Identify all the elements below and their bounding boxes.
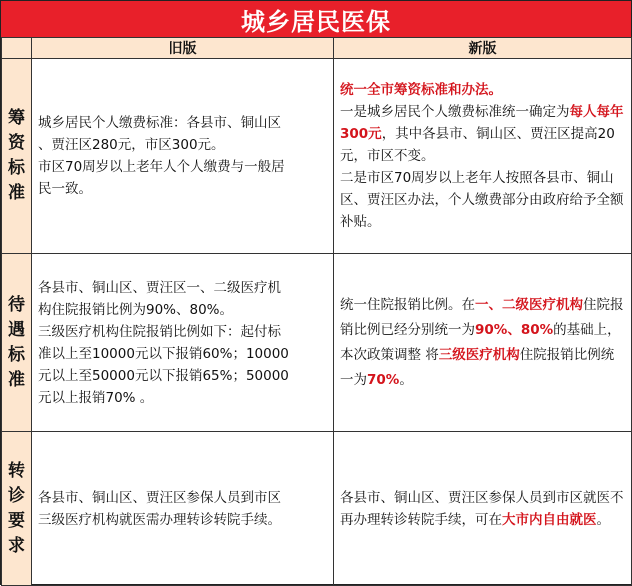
new-text-span: 各县市、铜山区、贾汪区参保人员到市区就医不再办理转诊转院手续，可在 [340, 489, 624, 528]
old-text-line: 城乡居民个人缴费标准：各县市、铜山区 [38, 115, 281, 131]
old-text-line: 准以上至10000元以下报销60%；10000 [38, 345, 289, 362]
old-cell-benefits [32, 254, 334, 432]
new-text-span: 一是城乡居民个人缴费标准统一确定为 [340, 104, 570, 120]
new-text-highlight: 一、二级医疗机构 [475, 296, 583, 313]
page-title: 城乡居民医保 [1, 1, 631, 37]
old-text-line: 三级医疗机构就医需办理转诊转院手续。 [38, 511, 281, 528]
old-text-line: 民一致。 [38, 181, 92, 197]
new-text-line [340, 79, 627, 101]
row-heading-char: 待 [8, 294, 25, 315]
table-row-benefits [2, 254, 632, 432]
new-text-highlight: 统一全市筹资标准和办法。 [340, 82, 502, 98]
old-text-line: 元以上至50000元以下报销65%；50000 [38, 367, 289, 384]
old-cell-funding [32, 59, 334, 254]
new-cell-referral [334, 432, 632, 586]
table-row-funding [2, 59, 632, 254]
new-text-highlight: 大市内自由就医 [502, 511, 597, 528]
new-text-highlight: 90%、80% [475, 321, 554, 338]
row-heading-referral [2, 432, 32, 586]
new-text-line: 二是市区70周岁以上老年人按照各县市、铜山区、贾汪区办法，个人缴费部分由政府给予全额补贴。 [340, 170, 624, 230]
row-heading-char: 准 [8, 369, 25, 390]
row-heading-char: 转 [8, 460, 25, 481]
header-new-version: 新版 [334, 38, 632, 59]
row-heading-char: 标 [8, 344, 25, 365]
row-heading-char: 遇 [8, 319, 25, 340]
new-text-span: 统一住院报销比例。在 [340, 296, 475, 313]
row-heading-char: 筹 [8, 108, 25, 128]
old-text-line: 各县市、铜山区、贾汪区参保人员到市区 [38, 489, 281, 506]
new-text-highlight: 每人每年300元 [340, 104, 624, 142]
new-cell-benefits [334, 254, 632, 432]
new-text-span: 住院报销比例已经分别统一为 [340, 296, 624, 338]
new-text-span: 。 [399, 371, 413, 388]
new-text-highlight: 三级医疗机构 [438, 346, 520, 363]
row-heading-char: 求 [8, 535, 25, 556]
table-row-referral [2, 432, 632, 586]
new-text-highlight: 70% [367, 371, 400, 388]
table-header-row [2, 38, 632, 59]
new-text-span: ，其中各县市、铜山区、贾汪区提高20元，市区不变。 [340, 126, 615, 164]
header-old-version: 旧版 [32, 38, 334, 59]
row-heading-char: 准 [8, 183, 25, 203]
header-blank [2, 38, 32, 59]
old-cell-referral [32, 432, 334, 586]
new-text-span: 的基础上，本次政策调整 将 [340, 321, 621, 363]
old-text-line: 三级医疗机构住院报销比例如下：起付标 [38, 323, 281, 340]
old-text-line: 、贾汪区280元，市区300元。 [38, 137, 225, 153]
old-text-line: 各县市、铜山区、贾汪区一、二级医疗机 [38, 279, 281, 296]
new-text-span: 。 [596, 511, 610, 528]
comparison-table [1, 37, 632, 586]
old-text-line: 构住院报销比例为90%、80%。 [38, 301, 234, 318]
new-cell-funding [334, 59, 632, 254]
row-heading-char: 诊 [8, 485, 25, 506]
row-heading-funding [2, 59, 32, 254]
row-heading-char: 资 [8, 133, 25, 153]
old-text-line: 元以上报销70% 。 [38, 389, 154, 406]
row-heading-benefits [2, 254, 32, 432]
row-heading-char: 标 [8, 158, 25, 178]
row-heading-char: 要 [8, 510, 25, 531]
new-text-span: 住院报销比例统一为 [340, 346, 615, 388]
old-text-line: 市区70周岁以上老年人个人缴费与一般居 [38, 159, 285, 175]
